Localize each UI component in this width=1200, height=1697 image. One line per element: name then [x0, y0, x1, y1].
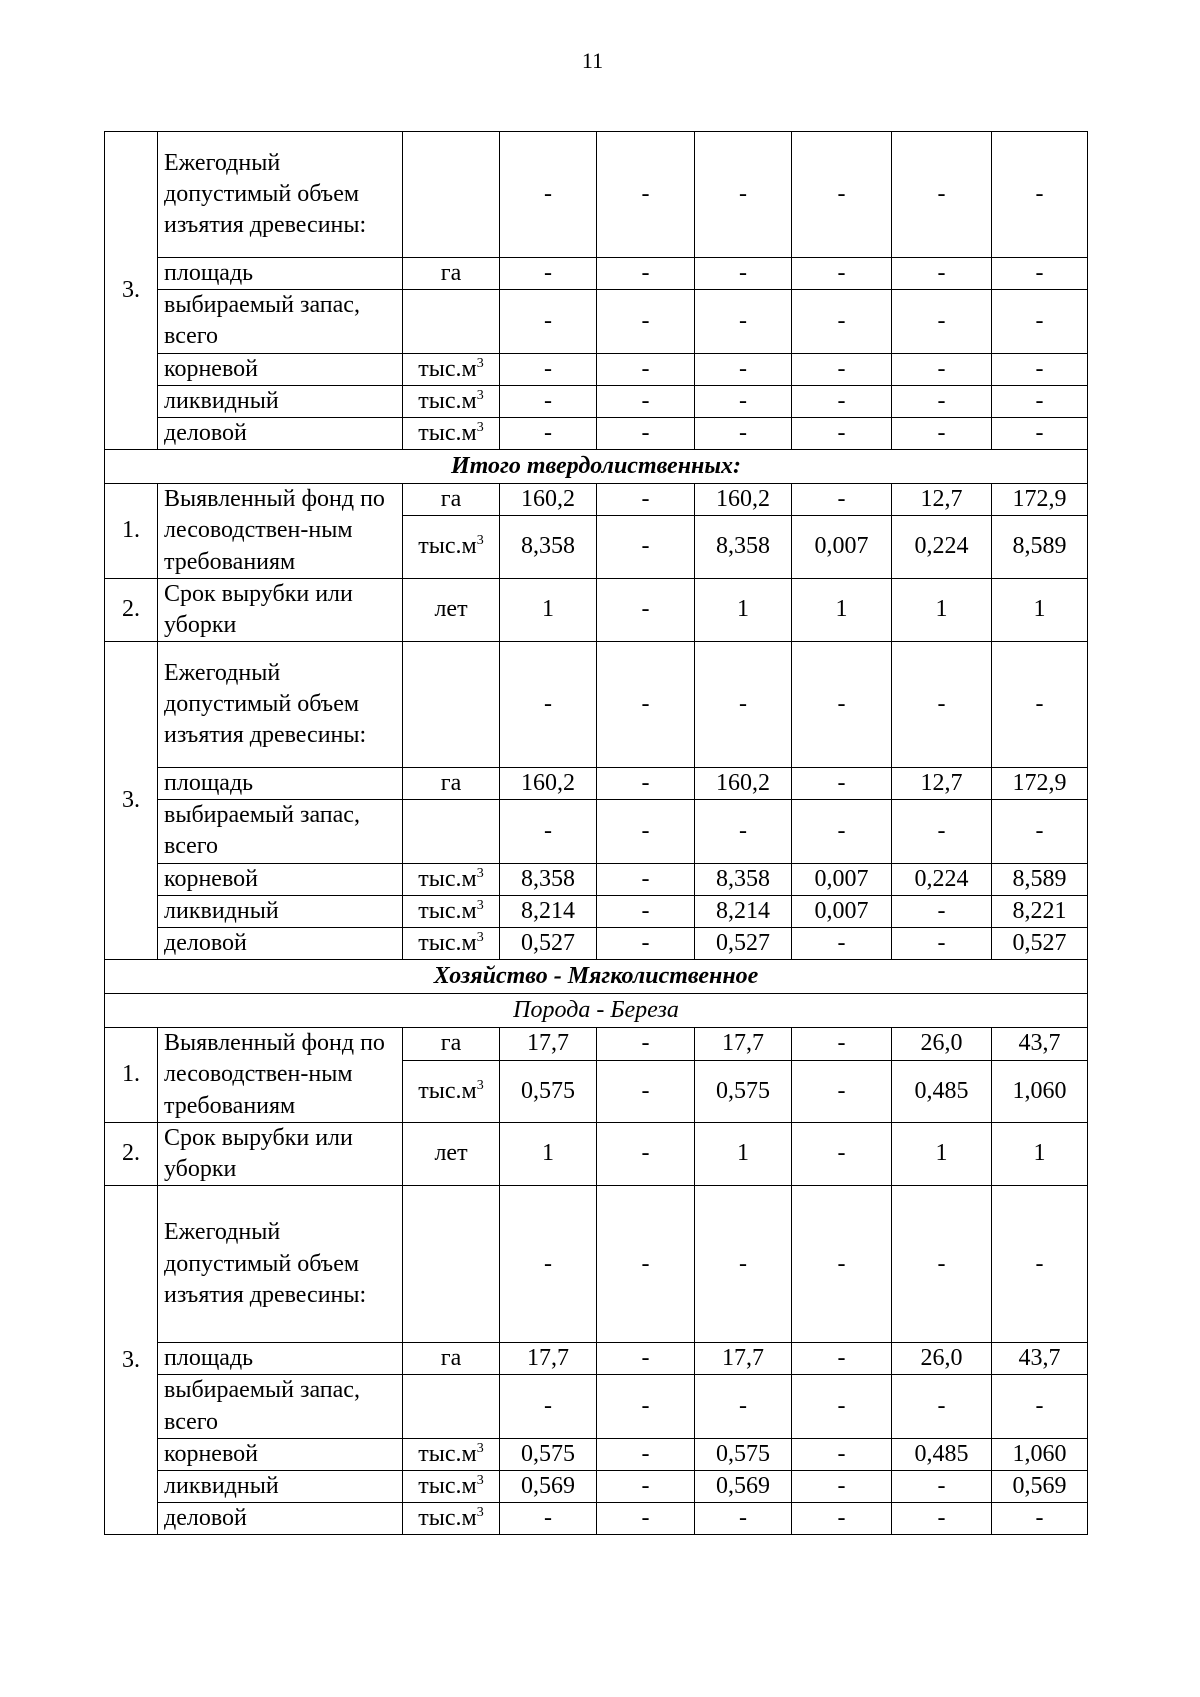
- table-row: [105, 290, 1088, 353]
- unit-text: тыс.м: [418, 865, 477, 892]
- unit-cell: [403, 516, 500, 578]
- row-label: Срок вырубки или уборки: [158, 578, 403, 641]
- unit-cell: га: [403, 1028, 500, 1060]
- value-cell: 160,2: [695, 768, 792, 800]
- unit-cell: [403, 1470, 500, 1502]
- value-cell: -: [597, 516, 695, 578]
- section-title: Хозяйство - Мягколиственное: [105, 960, 1088, 994]
- row-label: деловой: [158, 928, 403, 960]
- value-cell: -: [597, 895, 695, 927]
- value-cell: -: [792, 484, 892, 516]
- row-label: площадь: [158, 258, 403, 290]
- value-cell: -: [792, 290, 892, 353]
- value-cell: 17,7: [500, 1028, 597, 1060]
- value-cell: 0,569: [500, 1470, 597, 1502]
- value-cell: -: [892, 895, 992, 927]
- unit-superscript: 3: [476, 897, 484, 913]
- subsection-row: [105, 994, 1088, 1028]
- value-cell: -: [597, 1060, 695, 1122]
- unit-superscript: 3: [476, 387, 484, 403]
- value-cell: 8,358: [695, 863, 792, 895]
- value-cell: 1,060: [992, 1060, 1088, 1122]
- value-cell: 17,7: [695, 1028, 792, 1060]
- unit-text: тыс.м: [418, 355, 477, 382]
- value-cell: -: [992, 800, 1088, 863]
- table-row: [105, 385, 1088, 417]
- unit-text: тыс.м: [418, 897, 477, 924]
- table-row: [105, 1186, 1088, 1343]
- unit-superscript: 3: [476, 865, 484, 881]
- value-cell: 0,224: [892, 863, 992, 895]
- value-cell: 1: [500, 1122, 597, 1185]
- row-number: 1.: [105, 484, 158, 579]
- value-cell: 0,575: [695, 1438, 792, 1470]
- unit-superscript: 3: [476, 1472, 484, 1488]
- value-cell: -: [597, 290, 695, 353]
- value-cell: -: [695, 642, 792, 768]
- unit-cell: га: [403, 1343, 500, 1375]
- unit-superscript: 3: [476, 1077, 484, 1093]
- value-cell: -: [500, 290, 597, 353]
- value-cell: -: [597, 1186, 695, 1343]
- unit-text: тыс.м: [418, 533, 477, 560]
- unit-cell: [403, 353, 500, 385]
- value-cell: 1: [695, 1122, 792, 1185]
- value-cell: 172,9: [992, 768, 1088, 800]
- row-label: ликвидный: [158, 385, 403, 417]
- value-cell: 0,575: [500, 1060, 597, 1122]
- value-cell: -: [792, 1060, 892, 1122]
- value-cell: 26,0: [892, 1028, 992, 1060]
- value-cell: -: [892, 258, 992, 290]
- row-label: Ежегодный допустимый объем изъятия древесины:: [158, 132, 403, 258]
- value-cell: 43,7: [992, 1028, 1088, 1060]
- row-label: корневой: [158, 1438, 403, 1470]
- value-cell: -: [892, 642, 992, 768]
- value-cell: -: [695, 290, 792, 353]
- value-cell: 8,589: [992, 516, 1088, 578]
- value-cell: 1: [892, 578, 992, 641]
- forest-table: [104, 131, 1088, 1535]
- unit-superscript: 3: [476, 533, 484, 549]
- row-number: 3.: [105, 642, 158, 960]
- unit-text: тыс.м: [418, 1472, 477, 1499]
- value-cell: -: [597, 353, 695, 385]
- unit-cell: лет: [403, 578, 500, 641]
- unit-text: тыс.м: [418, 1440, 477, 1467]
- value-cell: -: [597, 928, 695, 960]
- row-label: корневой: [158, 863, 403, 895]
- value-cell: -: [792, 928, 892, 960]
- table-row: [105, 800, 1088, 863]
- value-cell: -: [597, 1343, 695, 1375]
- value-cell: 0,575: [500, 1438, 597, 1470]
- value-cell: -: [892, 800, 992, 863]
- value-cell: 1: [992, 1122, 1088, 1185]
- value-cell: 0,569: [695, 1470, 792, 1502]
- value-cell: -: [792, 1503, 892, 1535]
- value-cell: 0,485: [892, 1438, 992, 1470]
- value-cell: -: [792, 768, 892, 800]
- value-cell: 12,7: [892, 484, 992, 516]
- row-label: выбираемый запас, всего: [158, 1375, 403, 1438]
- value-cell: -: [597, 1028, 695, 1060]
- value-cell: -: [597, 1470, 695, 1502]
- value-cell: -: [500, 800, 597, 863]
- value-cell: 0,569: [992, 1470, 1088, 1502]
- value-cell: -: [792, 385, 892, 417]
- value-cell: -: [792, 800, 892, 863]
- value-cell: -: [695, 800, 792, 863]
- value-cell: -: [500, 1375, 597, 1438]
- table-row: [105, 1122, 1088, 1185]
- row-label: деловой: [158, 417, 403, 449]
- unit-cell: га: [403, 258, 500, 290]
- value-cell: 1,060: [992, 1438, 1088, 1470]
- value-cell: -: [597, 768, 695, 800]
- value-cell: 1: [792, 578, 892, 641]
- row-label: Выявленный фонд по лесоводствен-ным требованиям: [158, 1028, 403, 1123]
- unit-superscript: 3: [476, 1505, 484, 1521]
- table-row: [105, 1438, 1088, 1470]
- unit-cell: [403, 385, 500, 417]
- value-cell: -: [597, 578, 695, 641]
- unit-superscript: 3: [476, 355, 484, 371]
- table-row: [105, 768, 1088, 800]
- value-cell: -: [792, 258, 892, 290]
- value-cell: -: [597, 863, 695, 895]
- value-cell: 26,0: [892, 1343, 992, 1375]
- value-cell: -: [597, 1438, 695, 1470]
- value-cell: -: [892, 132, 992, 258]
- value-cell: -: [597, 642, 695, 768]
- value-cell: -: [792, 1028, 892, 1060]
- value-cell: -: [695, 353, 792, 385]
- row-number: 3.: [105, 1186, 158, 1535]
- table-row: [105, 928, 1088, 960]
- value-cell: 1: [892, 1122, 992, 1185]
- unit-cell: [403, 1060, 500, 1122]
- unit-superscript: 3: [476, 1440, 484, 1456]
- value-cell: -: [695, 385, 792, 417]
- value-cell: 1: [695, 578, 792, 641]
- value-cell: -: [695, 1503, 792, 1535]
- row-label: Срок вырубки или уборки: [158, 1122, 403, 1185]
- value-cell: -: [792, 1375, 892, 1438]
- value-cell: -: [792, 1343, 892, 1375]
- value-cell: 8,589: [992, 863, 1088, 895]
- value-cell: -: [992, 353, 1088, 385]
- value-cell: -: [695, 1186, 792, 1343]
- table-row: [105, 1503, 1088, 1535]
- value-cell: -: [500, 642, 597, 768]
- section-title: Итого твердолиственных:: [105, 450, 1088, 484]
- value-cell: 0,527: [992, 928, 1088, 960]
- table-row: [105, 484, 1088, 516]
- value-cell: 1: [500, 578, 597, 641]
- row-label: площадь: [158, 768, 403, 800]
- row-label: выбираемый запас, всего: [158, 800, 403, 863]
- value-cell: 0,485: [892, 1060, 992, 1122]
- value-cell: -: [992, 1375, 1088, 1438]
- row-label: Ежегодный допустимый объем изъятия древесины:: [158, 642, 403, 768]
- row-number: 2.: [105, 1122, 158, 1185]
- unit-cell: [403, 928, 500, 960]
- value-cell: 8,214: [695, 895, 792, 927]
- unit-cell: [403, 863, 500, 895]
- unit-text: тыс.м: [418, 419, 477, 446]
- value-cell: 17,7: [500, 1343, 597, 1375]
- value-cell: -: [792, 417, 892, 449]
- row-label: ликвидный: [158, 1470, 403, 1502]
- value-cell: -: [500, 353, 597, 385]
- value-cell: 0,007: [792, 516, 892, 578]
- value-cell: -: [597, 1503, 695, 1535]
- section-row: [105, 450, 1088, 484]
- table-row: [105, 642, 1088, 768]
- value-cell: -: [695, 1375, 792, 1438]
- value-cell: -: [597, 385, 695, 417]
- unit-cell: га: [403, 768, 500, 800]
- value-cell: -: [992, 290, 1088, 353]
- table-row: [105, 863, 1088, 895]
- unit-cell: [403, 895, 500, 927]
- row-label: корневой: [158, 353, 403, 385]
- value-cell: -: [792, 1186, 892, 1343]
- value-cell: 0,575: [695, 1060, 792, 1122]
- value-cell: -: [695, 258, 792, 290]
- value-cell: -: [500, 417, 597, 449]
- value-cell: -: [992, 132, 1088, 258]
- value-cell: -: [500, 132, 597, 258]
- row-label: деловой: [158, 1503, 403, 1535]
- table-row: [105, 1028, 1088, 1060]
- unit-superscript: 3: [476, 419, 484, 435]
- unit-text: тыс.м: [418, 1505, 477, 1532]
- row-label: выбираемый запас, всего: [158, 290, 403, 353]
- table-row: [105, 895, 1088, 927]
- unit-cell: [403, 417, 500, 449]
- unit-cell: [403, 1438, 500, 1470]
- value-cell: -: [597, 800, 695, 863]
- value-cell: -: [792, 132, 892, 258]
- row-number: 2.: [105, 578, 158, 641]
- value-cell: 12,7: [892, 768, 992, 800]
- value-cell: -: [892, 290, 992, 353]
- value-cell: 17,7: [695, 1343, 792, 1375]
- value-cell: -: [500, 1186, 597, 1343]
- value-cell: -: [597, 132, 695, 258]
- value-cell: -: [992, 1503, 1088, 1535]
- value-cell: -: [892, 353, 992, 385]
- value-cell: -: [500, 1503, 597, 1535]
- unit-text: тыс.м: [418, 930, 477, 956]
- value-cell: 8,358: [500, 516, 597, 578]
- unit-superscript: 3: [476, 930, 484, 945]
- row-label: Ежегодный допустимый объем изъятия древесины:: [158, 1186, 403, 1343]
- unit-cell: [403, 1503, 500, 1535]
- row-label: Выявленный фонд по лесоводствен-ным требованиям: [158, 484, 403, 579]
- unit-text: тыс.м: [418, 1077, 477, 1104]
- table-row: [105, 258, 1088, 290]
- value-cell: -: [597, 484, 695, 516]
- value-cell: 8,214: [500, 895, 597, 927]
- row-label: площадь: [158, 1343, 403, 1375]
- value-cell: 0,224: [892, 516, 992, 578]
- value-cell: 0,007: [792, 863, 892, 895]
- value-cell: -: [500, 385, 597, 417]
- value-cell: -: [597, 1122, 695, 1185]
- value-cell: -: [597, 417, 695, 449]
- unit-text: тыс.м: [418, 387, 477, 414]
- page-number: 11: [581, 48, 604, 73]
- table-row: [105, 417, 1088, 449]
- value-cell: -: [792, 1122, 892, 1185]
- value-cell: -: [892, 1375, 992, 1438]
- unit-cell: га: [403, 484, 500, 516]
- value-cell: 0,527: [500, 928, 597, 960]
- value-cell: 172,9: [992, 484, 1088, 516]
- value-cell: -: [992, 642, 1088, 768]
- subsection-title: Порода - Береза: [105, 994, 1088, 1028]
- value-cell: 0,007: [792, 895, 892, 927]
- value-cell: -: [792, 1438, 892, 1470]
- value-cell: -: [992, 417, 1088, 449]
- table-row: [105, 353, 1088, 385]
- value-cell: -: [992, 258, 1088, 290]
- value-cell: -: [892, 928, 992, 960]
- value-cell: -: [597, 1375, 695, 1438]
- row-label: ликвидный: [158, 895, 403, 927]
- value-cell: -: [792, 642, 892, 768]
- value-cell: 1: [992, 578, 1088, 641]
- value-cell: -: [792, 353, 892, 385]
- value-cell: 160,2: [500, 768, 597, 800]
- table-row: [105, 578, 1088, 641]
- section-row: [105, 960, 1088, 994]
- value-cell: 8,358: [500, 863, 597, 895]
- value-cell: 160,2: [695, 484, 792, 516]
- value-cell: -: [992, 1186, 1088, 1343]
- value-cell: -: [597, 258, 695, 290]
- value-cell: -: [892, 1186, 992, 1343]
- value-cell: -: [992, 385, 1088, 417]
- value-cell: -: [695, 417, 792, 449]
- row-number: 3.: [105, 132, 158, 450]
- table-row: [105, 132, 1088, 258]
- value-cell: 43,7: [992, 1343, 1088, 1375]
- value-cell: -: [892, 1470, 992, 1502]
- value-cell: 0,527: [695, 928, 792, 960]
- value-cell: -: [500, 258, 597, 290]
- value-cell: -: [892, 385, 992, 417]
- value-cell: 160,2: [500, 484, 597, 516]
- row-number: 1.: [105, 1028, 158, 1123]
- unit-cell: лет: [403, 1122, 500, 1185]
- table-row: [105, 1375, 1088, 1438]
- value-cell: -: [792, 1470, 892, 1502]
- table-row: [105, 1343, 1088, 1375]
- value-cell: 8,221: [992, 895, 1088, 927]
- value-cell: -: [695, 132, 792, 258]
- value-cell: 8,358: [695, 516, 792, 578]
- value-cell: -: [892, 1503, 992, 1535]
- table-row: [105, 1470, 1088, 1502]
- value-cell: -: [892, 417, 992, 449]
